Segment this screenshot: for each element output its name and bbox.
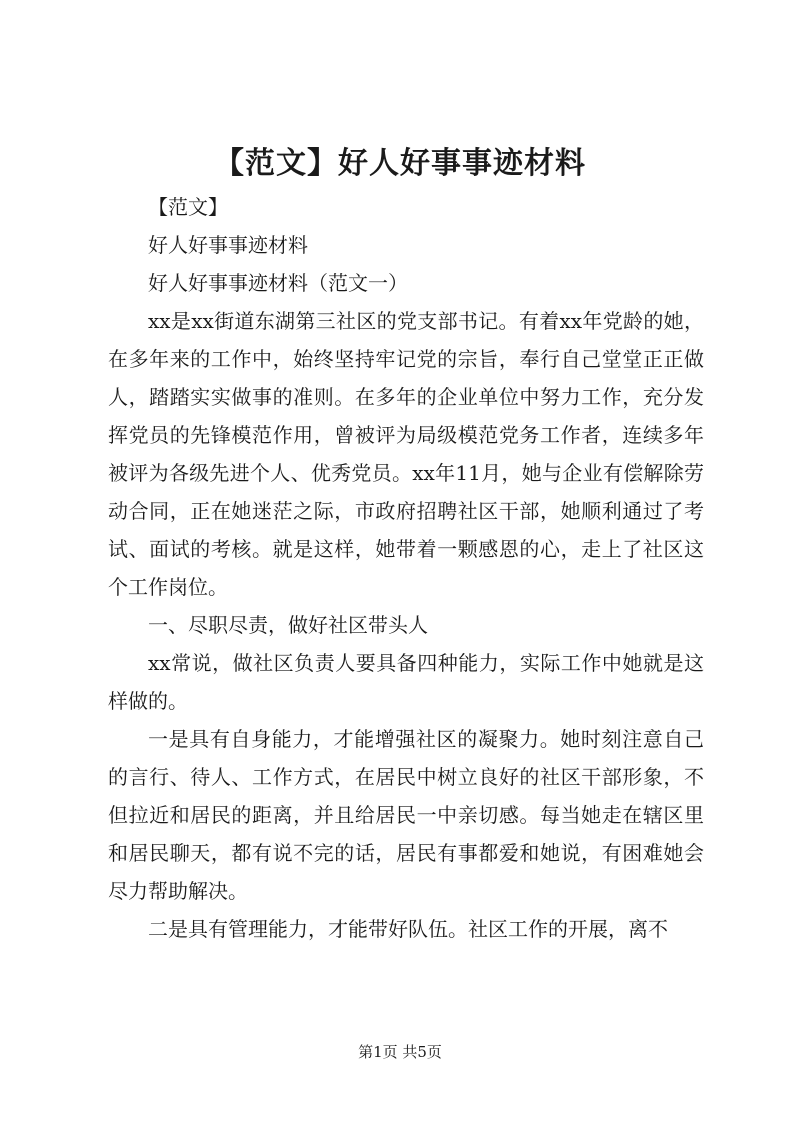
paragraph-subtitle: 好人好事事迹材料	[148, 233, 308, 257]
document-body	[108, 188, 704, 948]
paragraph-body: xx常说，做社区负责人要具备四种能力，实际工作中她就是这样做的。	[108, 651, 704, 713]
paragraph-intro: xx是xx街道东湖第三社区的党支部书记。有着xx年党龄的她，在多年来的工作中，始终坚持牢记党的宗旨，奉行自己堂堂正正做人，踏踏实实做事的准则。在多年的企业单位中努力工作，充分发挥党员的先锋模范作用，曾被评为局级模范党务工作者，连续多年被评为各级先进个人、优秀党员。xx年11月，她与企业有偿解除劳动合同，正在她迷茫之际，市政府招聘社区干部，她顺利通过了考试、面试的考核。就是这样，她带着一颗感恩的心，走上了社区这个工作岗位。	[108, 309, 704, 599]
paragraph-body: 一是具有自身能力，才能增强社区的凝聚力。她时刻注意自己的言行、待人、工作方式，在居民中树立良好的社区干部形象，不但拉近和居民的距离，并且给居民一中亲切感。每当她走在辖区里和居民聊天，都有说不完的话，居民有事都爱和她说，有困难她会尽力帮助解决。	[108, 727, 704, 903]
paragraph-body: 二是具有管理能力，才能带好队伍。社区工作的开展，离不	[148, 917, 668, 941]
page-number-footer: 第1页 共5页	[358, 1043, 442, 1061]
paragraph-label: 【范文】	[148, 195, 228, 219]
document-title: 【范文】好人好事事迹材料	[214, 146, 586, 181]
paragraph-heading-1: 一、尽职尽责，做好社区带头人	[148, 613, 428, 637]
paragraph-section-title: 好人好事事迹材料（范文一）	[148, 271, 408, 295]
